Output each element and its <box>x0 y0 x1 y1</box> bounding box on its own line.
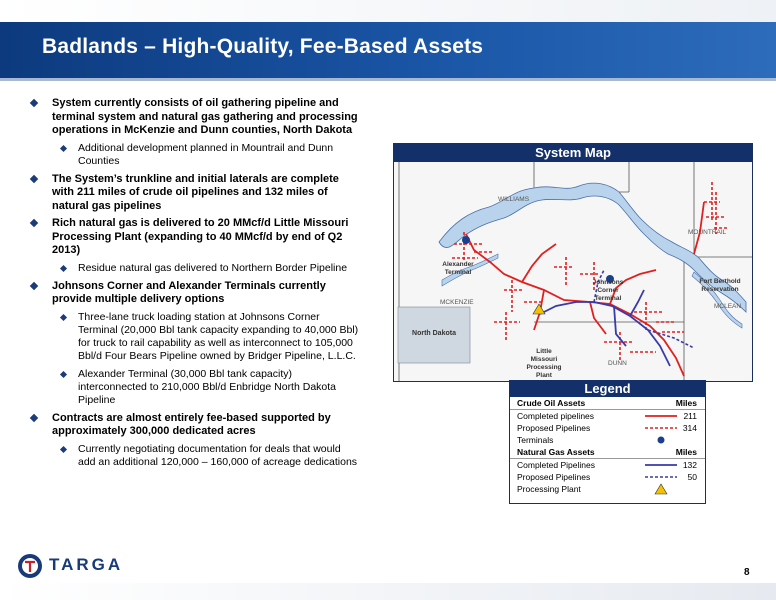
sub-bullet-item: Additional development planned in Mountrail and Dunn Counties <box>30 142 360 168</box>
bullet-item: Contracts are almost entirely fee-based supported by approximately 300,000 dedicated acres <box>30 412 360 439</box>
legend-row: Proposed Pipelines 314 <box>517 423 697 433</box>
label-johnsons-2: Corner <box>597 287 619 294</box>
bullet-item: Rich natural gas is delivered to 20 MMcf/d Little Missouri Processing Plant (expanding to 40 MMcf/d by end of Q2 2013) <box>30 217 360 258</box>
label-johnsons-1: Johnsons <box>592 279 624 286</box>
sub-bullet-item: Alexander Terminal (30,000 Bbl tank capacity) interconnected to 210,000 Bbl/d Enbridge North Dakota Pipeline <box>30 368 360 407</box>
bullet-list <box>30 97 360 474</box>
page-number: 8 <box>744 567 750 578</box>
label-alexander-1: Alexander <box>442 261 474 268</box>
sub-bullet-diamond-icon <box>60 313 67 320</box>
label-williams: WILLIAMS <box>498 196 530 203</box>
legend-row: Completed pipelines 211 <box>510 409 705 422</box>
label-mountrail: MOUNTRAIL <box>688 229 727 236</box>
label-lm-3: Processing <box>526 364 562 371</box>
label-lm-1: Little <box>536 348 552 355</box>
legend-row: Completed Pipelines 132 <box>510 458 705 471</box>
sub-bullet-diamond-icon <box>60 144 67 151</box>
legend-gas-header: Natural Gas Assets Miles <box>517 447 697 457</box>
label-alexander-2: Terminal <box>444 269 472 276</box>
map-legend <box>509 380 706 504</box>
legend-crude-header: Crude Oil Assets Miles <box>517 398 697 408</box>
label-lm-4: Plant <box>536 372 552 379</box>
legend-row: Processing Plant <box>510 483 705 495</box>
inset-label: North Dakota <box>412 330 456 337</box>
sub-bullet-diamond-icon <box>60 445 67 452</box>
map-canvas <box>394 162 752 381</box>
bullet-item: Johnsons Corner and Alexander Terminals currently provide multiple delivery options <box>30 280 360 307</box>
system-map <box>393 143 753 382</box>
sub-bullet-diamond-icon <box>60 370 67 377</box>
bullet-item: System currently consists of oil gathering pipeline and terminal system and natural gas gathering and processing operations in McKenzie and Dunn counties, North Dakota <box>30 97 360 138</box>
terminal-dot-icon <box>645 434 677 446</box>
dashed-blue-line-icon <box>645 471 677 483</box>
bullet-diamond-icon <box>30 219 38 227</box>
bullet-diamond-icon <box>30 174 38 182</box>
legend-row: Proposed Pipelines 50 <box>517 472 697 482</box>
label-mckenzie: MCKENZIE <box>440 299 474 306</box>
logo-wordmark: TARGA <box>49 555 124 574</box>
alexander-terminal-icon <box>462 236 470 244</box>
sub-bullet-item: Three-lane truck loading station at Johnsons Corner Terminal (20,000 Bbl tank capacity expanding to 40,000 Bbl) for truck to rail capability as well as interconnect to 105,000 Bbl/d Four Bears Pipeline owned by Bridger Pipeline, L.L.C. <box>30 311 360 363</box>
page-title: Badlands – High-Quality, Fee-Based Assets <box>42 35 484 58</box>
sub-bullet-item: Residue natural gas delivered to Northern Border Pipeline <box>30 262 360 275</box>
top-stripe <box>0 0 776 22</box>
header-bar <box>0 22 776 78</box>
label-johnsons-3: Terminal <box>594 295 622 302</box>
label-mclean: MCLEAN <box>714 303 742 310</box>
label-lm-2: Missouri <box>530 356 558 363</box>
bullet-diamond-icon <box>30 281 38 289</box>
header-underline <box>0 78 776 81</box>
map-title: System Map <box>394 144 752 162</box>
legend-row: Terminals <box>510 434 705 446</box>
sub-bullet-item: Currently negotiating documentation for deals that would add an additional 120,000 – 160,000 of acreage dedications <box>30 443 360 469</box>
label-dunn: DUNN <box>608 360 627 367</box>
label-fortberthold-1: Fort Berthold <box>699 278 741 285</box>
bullet-item: The System’s trunkline and initial laterals are complete with 211 miles of crude oil pipelines and 132 miles of natural gas pipelines <box>30 173 360 214</box>
processing-plant-triangle-icon <box>645 483 677 495</box>
label-fortberthold-2: Reservation <box>701 286 739 293</box>
solid-red-line-icon <box>645 410 677 422</box>
footer-stripe <box>0 583 776 600</box>
bullet-diamond-icon <box>30 413 38 421</box>
bullet-diamond-icon <box>30 99 38 107</box>
sub-bullet-diamond-icon <box>60 264 67 271</box>
solid-blue-line-icon <box>645 459 677 471</box>
dashed-red-line-icon <box>645 422 677 434</box>
legend-title: Legend <box>510 381 705 397</box>
